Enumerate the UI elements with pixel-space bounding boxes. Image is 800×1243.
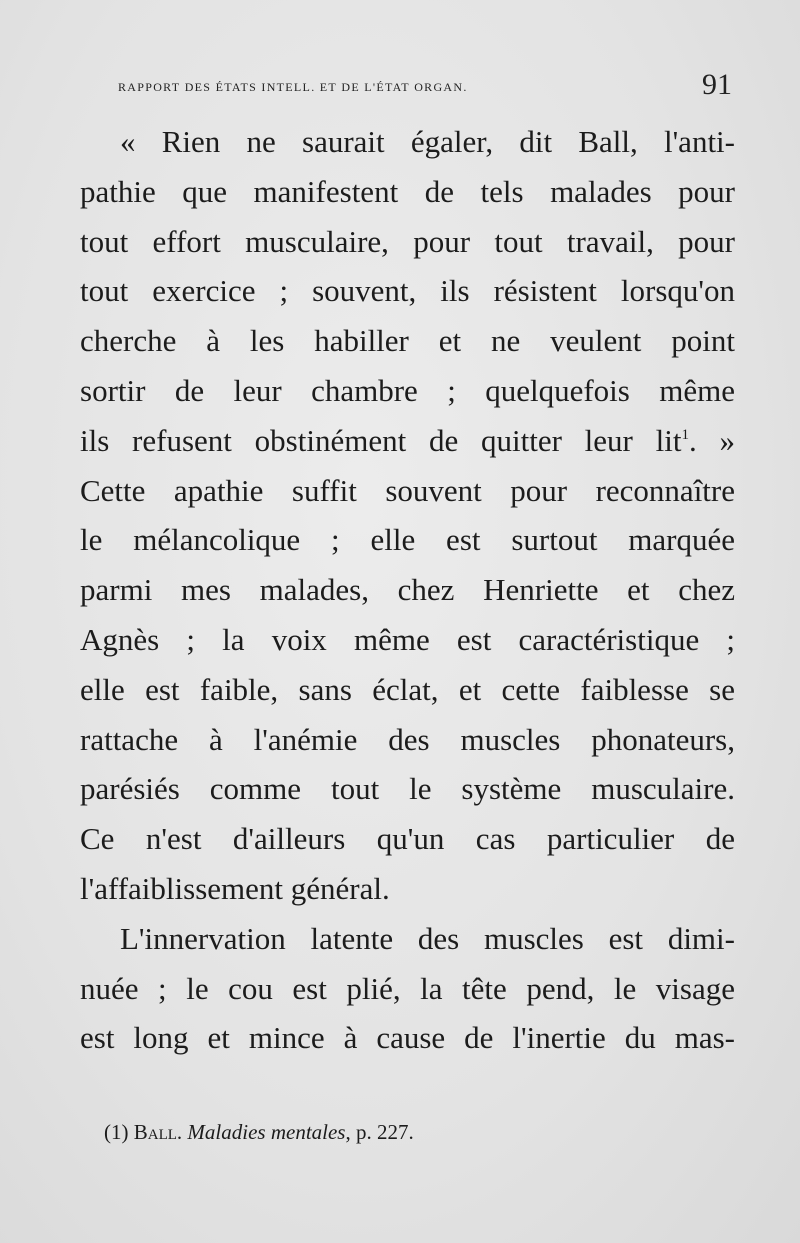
text-line: est long et mince à cause de l'inertie du mas- [80, 1020, 735, 1056]
text-line: Cette apathie suffit souvent pour reconnaître [80, 472, 735, 508]
text-line: pathie que manifestent de tels malades pour [80, 173, 735, 209]
footnote-page: , p. 227. [345, 1120, 414, 1144]
footnote-author: Ball. [133, 1120, 183, 1144]
running-head-title: rapport des états intell. et de l'état organ. [118, 76, 468, 95]
text-fragment: ils refusent obstinément de quitter leur lit [80, 422, 682, 458]
text-line: tout exercice ; souvent, ils résistent lorsqu'on [80, 273, 735, 309]
text-line: tout effort musculaire, pour tout travail, pour [80, 223, 735, 259]
text-line: parmi mes malades, chez Henriette et chez [80, 572, 735, 608]
text-line: cherche à les habiller et ne veulent point [80, 323, 735, 359]
quote-close: . » [688, 422, 735, 458]
text-line: sortir de leur chambre ; quelquefois même [80, 372, 735, 408]
body-text [80, 117, 735, 1063]
text-line: nuée ; le cou est plié, la tête pend, le visage [80, 970, 735, 1006]
footnote-number: (1) [104, 1120, 129, 1144]
text-line: elle est faible, sans éclat, et cette faiblesse se [80, 671, 735, 707]
text-line: Ce n'est d'ailleurs qu'un cas particulier de [80, 821, 735, 857]
footnote-marker: 1 [681, 426, 689, 443]
text-line: rattache à l'anémie des muscles phonateurs, [80, 721, 735, 757]
text-line: Agnès ; la voix même est caractéristique ; [80, 621, 735, 657]
page-number: 91 [702, 68, 732, 101]
text-line: l'affaiblissement général. [80, 870, 390, 906]
text-line: le mélancolique ; elle est surtout marquée [80, 522, 735, 558]
running-head [118, 70, 738, 106]
text-line: L'innervation latente des muscles est dimi- [120, 920, 735, 956]
footnote [104, 1120, 414, 1145]
text-line-with-footnote [80, 416, 735, 466]
footnote-work-title: Maladies mentales [187, 1120, 346, 1144]
text-line: « Rien ne saurait égaler, dit Ball, l'anti- [120, 124, 735, 159]
text-line: parésiés comme tout le système musculaire. [80, 771, 735, 807]
